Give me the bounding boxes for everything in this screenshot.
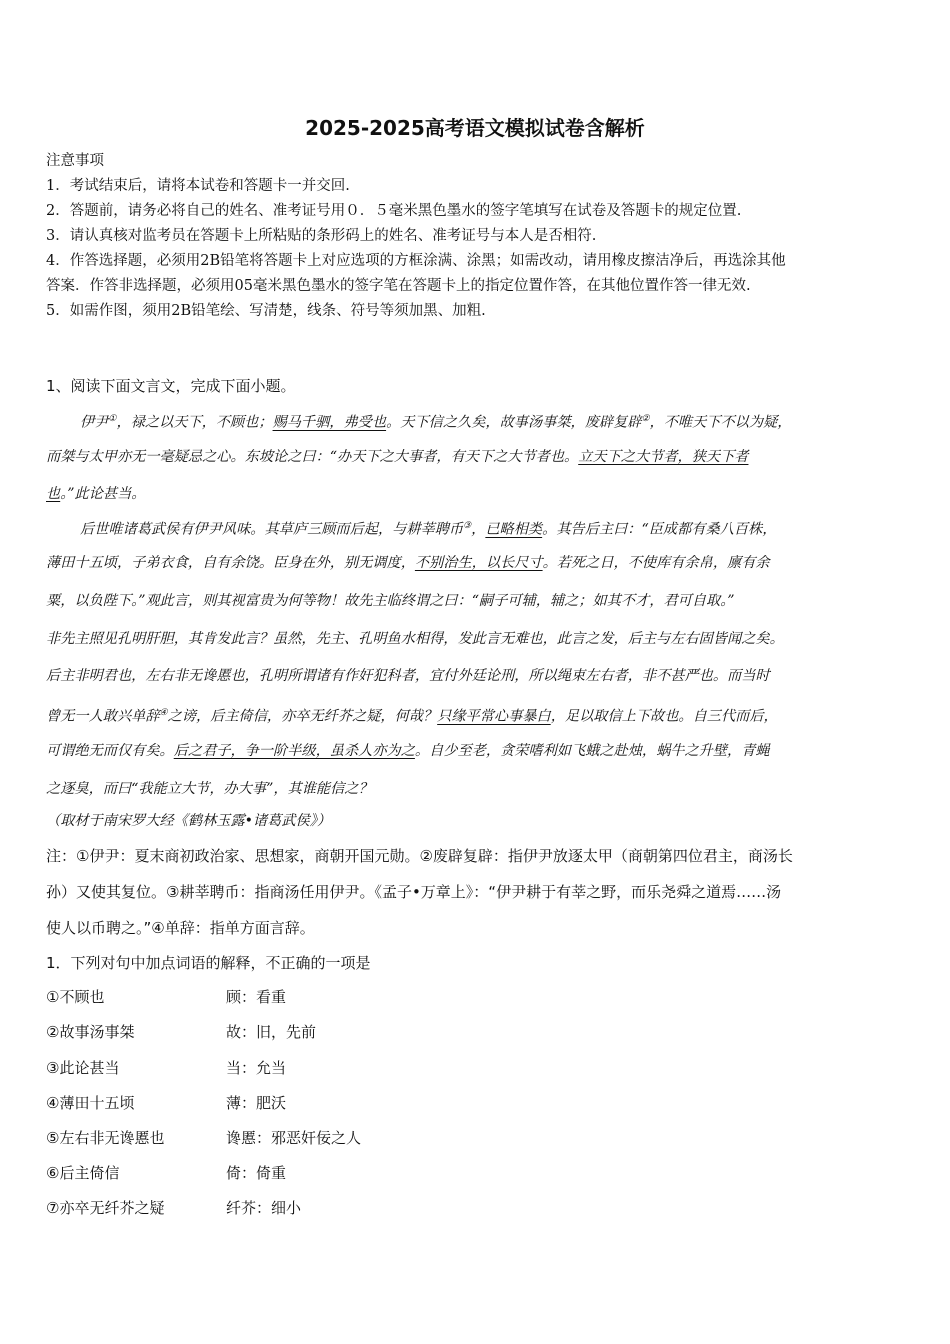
notes-line-2: 孙）又使其复位。③耕莘聘币：指商汤任用伊尹。《孟子•万章上》：“伊尹耕于有莘之野，而乐尧舜之道焉……汤 — [46, 883, 782, 901]
passage-line-11: 之逐臭，而曰“我能立大节，办大事”，其谁能信之？ — [46, 781, 373, 797]
notice-item-2: 2．答题前，请务必将自己的姓名、准考证号用０．５毫米黑色墨水的签字笔填写在试卷及答题卡的规定位置. — [46, 203, 742, 219]
option-phrase: ①不顾也 — [46, 988, 105, 1006]
note-marker: ④ — [159, 708, 168, 718]
question-intro: 1、阅读下面文言文，完成下面小题。 — [46, 377, 296, 395]
option-phrase: ⑤左右非无谗慝也 — [46, 1129, 165, 1147]
passage-line-4 — [80, 516, 910, 540]
passage-line-2 — [46, 447, 910, 467]
option-phrase: ③此论甚当 — [46, 1059, 120, 1077]
text-run: 。自少至老，贪荣嗜利如飞蛾之赴烛，蜗牛之升壁，青蝇 — [414, 743, 770, 759]
text-run: 。”此论甚当。 — [60, 486, 146, 502]
text-run: ，不唯天下不以为疑， — [649, 414, 792, 431]
question-1-stem: 1．下列对句中加点词语的解释，不正确的一项是 — [46, 954, 371, 972]
option-explain: 谗慝：邪恶奸佞之人 — [226, 1129, 362, 1147]
underlined-sentence: 后之君子，争一阶半级，虽杀人亦为之 — [173, 743, 415, 759]
text-run: 之谤，后主倚信，亦卒无纤芥之疑，何哉？ — [167, 708, 438, 725]
underlined-sentence: 不别治生，以长尺寸 — [414, 555, 543, 571]
passage-line-6: 粟，以负陛下。”观此言，则其视富贵为何等物！故先主临终谓之曰：“嗣子可辅，辅之；如其不才，君可自取。” — [46, 593, 735, 609]
text-run: 。若死之日，不使库有余帛，廪有余 — [542, 555, 770, 571]
option-phrase: ④薄田十五顷 — [46, 1094, 135, 1112]
option-explain: 倚：倚重 — [226, 1164, 287, 1182]
text-run: 后世唯诸葛武侯有伊尹风味。其草庐三顾而后起，与耕莘聘币 — [80, 521, 464, 538]
text-run: 曾无一人敢兴单辞 — [46, 708, 160, 725]
text-run: 可谓绝无而仅有矣。 — [46, 743, 174, 759]
passage-line-1 — [80, 409, 910, 433]
text-run: 而桀与太甲亦无一毫疑忌之心。东坡论之曰：“办天下之大事者，有天下之大节者也。 — [46, 449, 579, 465]
notice-heading: 注意事项 — [46, 153, 104, 169]
notice-item-5: 5．如需作图，须用2B铅笔绘、写清楚，线条、符号等须加黑、加粗. — [46, 303, 486, 319]
underlined-sentence: 已略相类 — [485, 521, 543, 538]
option-explain: 当：允当 — [226, 1059, 287, 1077]
passage-line-7: 非先主照见孔明肝胆，其肯发此言？虽然，先主、孔明鱼水相得，发此言无难也，此言之发，后主与左右固皆闻之矣。 — [46, 631, 784, 647]
option-explain: 薄：肥沃 — [226, 1094, 287, 1112]
text-run: ， — [471, 521, 486, 538]
underlined-sentence: 也 — [46, 486, 61, 502]
option-explain: 顾：看重 — [226, 988, 287, 1006]
notes-line-3: 使人以币聘之。”④单辞：指单方面言辞。 — [46, 919, 315, 937]
passage-line-10 — [46, 741, 910, 761]
text-run: 。天下信之久矣，故事汤事桀，废辟复辟 — [386, 414, 642, 431]
notice-item-4: 4．作答选择题，必须用2B铅笔将答题卡上对应选项的方框涂满、涂黑；如需改动，请用橡皮擦洁净后，再选涂其他 — [46, 253, 786, 269]
text-run: 伊尹 — [80, 414, 109, 431]
notes-line-1: 注：①伊尹：夏末商初政治家、思想家，商朝开国元勋。②废辟复辟：指伊尹放逐太甲（商朝第四位君主，商汤长 — [46, 847, 793, 865]
underlined-sentence: 立天下之大节者，狭天下者 — [578, 449, 749, 465]
text-run: ，禄之以天下，不顾也； — [116, 414, 273, 431]
passage-line-8: 后主非明君也，左右非无谗慝也，孔明所谓诸有作奸犯科者，宜付外廷论刑，所以绳束左右者，非不甚严也。而当时 — [46, 668, 770, 684]
passage-source: （取材于南宋罗大经《鹤林玉露•诸葛武侯》） — [46, 813, 332, 829]
option-explain: 纤芥：细小 — [226, 1199, 302, 1217]
option-phrase: ⑦亦卒无纤芥之疑 — [46, 1199, 165, 1217]
text-run: 。其告后主曰：“臣成都有桑八百株， — [542, 521, 777, 538]
underlined-sentence: 赐马千驷，弗受也 — [272, 414, 387, 431]
option-phrase: ②故事汤事桀 — [46, 1023, 135, 1041]
page-title: 2025-2025高考语文模拟试卷含解析 — [305, 116, 645, 140]
passage-line-3 — [46, 484, 910, 504]
underlined-sentence: 只缘平常心事暴白 — [437, 708, 551, 725]
text-run: ，足以取信上下故也。自三代而后， — [550, 708, 778, 725]
notice-item-3: 3．请认真核对监考员在答题卡上所粘贴的条形码上的姓名、准考证号与本人是否相符. — [46, 228, 597, 244]
note-marker: ② — [641, 414, 650, 424]
text-run: 薄田十五顷，子弟衣食，自有余饶。臣身在外，别无调度， — [46, 555, 415, 571]
note-marker: ③ — [463, 521, 472, 531]
notice-item-4-cont: 答案．作答非选择题，必须用05毫米黑色墨水的签字笔在答题卡上的指定位置作答，在其他位置作答一律无效. — [46, 278, 751, 294]
option-explain: 故：旧，先前 — [226, 1023, 317, 1041]
passage-line-5 — [46, 553, 910, 573]
note-marker: ① — [108, 414, 117, 424]
passage-line-9 — [46, 703, 910, 727]
notice-item-1: 1．考试结束后，请将本试卷和答题卡一并交回. — [46, 178, 350, 194]
option-phrase: ⑥后主倚信 — [46, 1164, 120, 1182]
